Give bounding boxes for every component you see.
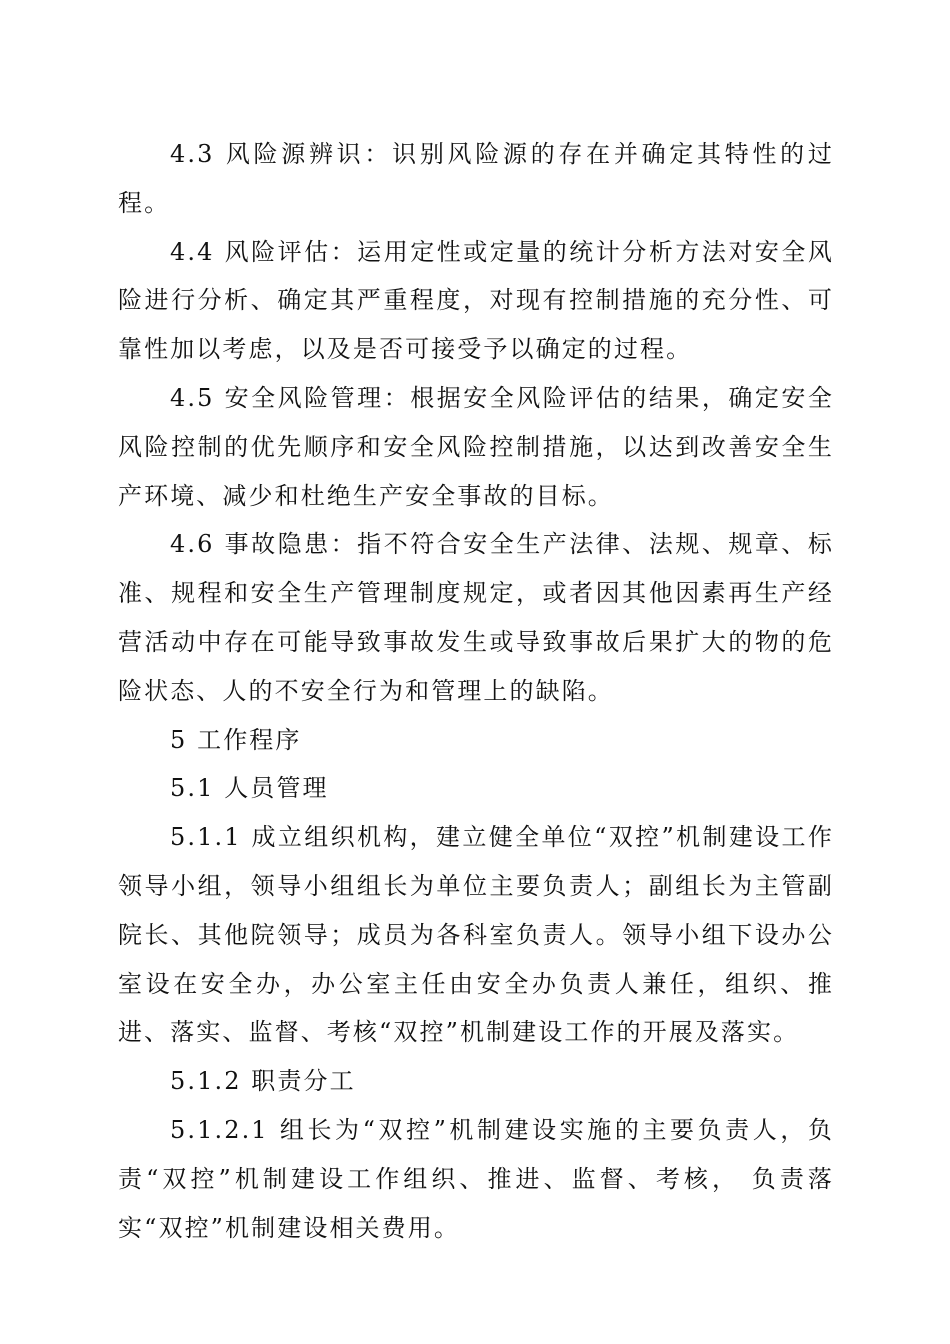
paragraph-5-1-2-1: 5.1.2.1 组长为“双控”机制建设实施的主要负责人，负责“双控”机制建设工作组织、推进、监督、考核， 负责落实“双控”机制建设相关费用。 [118, 1115, 834, 1242]
heading-5: 5 工作程序 [170, 725, 302, 754]
paragraph-4-6: 4.6 事故隐患：指不符合安全生产法律、法规、规章、标准、规程和安全生产管理制度规定，或者因其他因素再生产经营活动中存在可能导致事故发生或导致事故后果扩大的物的危险状态、人的不安全行为和管理上的缺陷。 [118, 530, 834, 705]
document-body [118, 130, 834, 1252]
paragraph-4-5: 4.5 安全风险管理：根据安全风险评估的结果，确定安全风险控制的优先顺序和安全风险控制措施，以达到改善安全生产环境、减少和杜绝生产安全事故的目标。 [118, 383, 834, 510]
paragraph-5-1-1: 5.1.1 成立组织机构，建立健全单位“双控”机制建设工作领导小组，领导小组组长为单位主要负责人；副组长为主管副院长、其他院领导；成员为各科室负责人。领导小组下设办公室设在安全办，办公室主任由安全办负责人兼任，组织、推进、落实、监督、考核“双控”机制建设工作的开展及落实。 [118, 823, 834, 1047]
heading-5-1: 5.1 人员管理 [170, 774, 329, 803]
paragraph-4-3: 4.3 风险源辨识：识别风险源的存在并确定其特性的过程。 [118, 140, 834, 217]
heading-5-1-2: 5.1.2 职责分工 [170, 1067, 356, 1096]
paragraph-4-4: 4.4 风险评估：运用定性或定量的统计分析方法对安全风险进行分析、确定其严重程度，对现有控制措施的充分性、可靠性加以考虑，以及是否可接受予以确定的过程。 [118, 237, 834, 364]
